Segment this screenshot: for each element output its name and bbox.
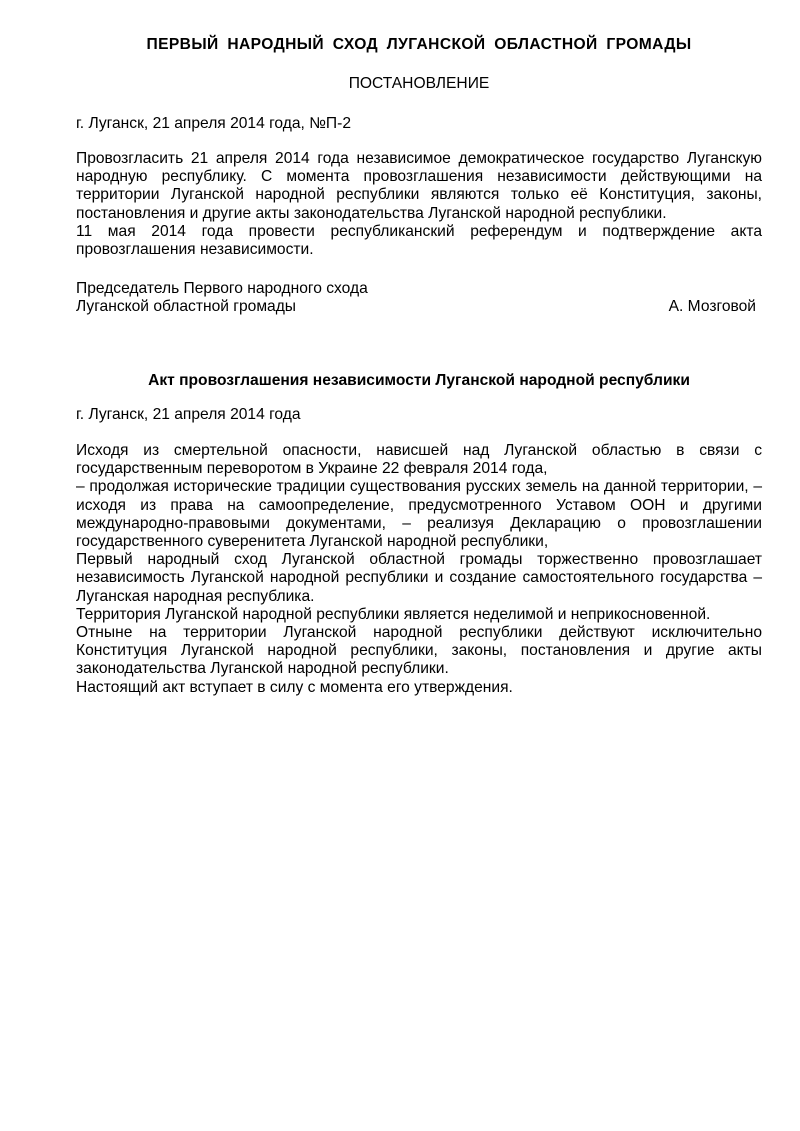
signature-position-line1: Председатель Первого народного схода [76,280,368,297]
act-paragraph: Исходя из смертельной опасности, нависшей над Луганской областью в связи с государственным переворотом в Украине 22 февраля 2014 года, [76,442,762,478]
act-paragraph: Первый народный сход Луганской областной громады торжественно провозглашает независимость Луганской народной республики и создание самостоятельного государства – Луганская народная республика. [76,551,762,605]
document-subtitle: ПОСТАНОВЛЕНИЕ [348,75,490,92]
act-place-date: г. Луганск, 21 апреля 2014 года [76,406,301,423]
resolution-paragraph: 11 мая 2014 года провести республиканский референдум и подтверждение акта провозглашения независимости. [76,222,762,259]
resolution-place-date: г. Луганск, 21 апреля 2014 года, №П-2 [76,115,351,132]
act-paragraph: Настоящий акт вступает в силу с момента его утверждения. [76,678,513,696]
act-paragraph: Отныне на территории Луганской народной республики действуют исключительно Конституция Луганской народной республики, законы, постановления и другие акты законодательства Луганской народной республики. [76,624,762,678]
resolution-paragraph: Провозгласить 21 апреля 2014 года независимое демократическое государство Луганскую народную республику. С момента провозглашения независимости действующими на территории Луганской народной республики являются только её Конституция, законы, постановления и другие акты законодательства Луганской народной республики. [76,150,762,222]
signature-name: А. Мозговой [668,298,756,316]
signature-position-line2: Луганской областной громады [76,298,297,316]
resolution-body [76,150,762,259]
signature-block [76,280,762,316]
act-paragraph: Территория Луганской народной республики является неделимой и неприкосновенной. [76,605,711,623]
act-paragraph: – продолжая исторические традиции существования русских земель на данной территории, – исходя из права на самоопределение, предусмотренного Уставом ООН и другими международно-правовыми документами, – реализуя Декларацию о провозглашении государственного суверенитета Луганской народной республики, [76,478,762,551]
act-body [76,442,762,697]
document-title: ПЕРВЫЙ НАРОДНЫЙ СХОД ЛУГАНСКОЙ ОБЛАСТНОЙ ГРОМАДЫ [146,36,692,53]
act-title: Акт провозглашения независимости Луганской народной республики [148,372,690,389]
